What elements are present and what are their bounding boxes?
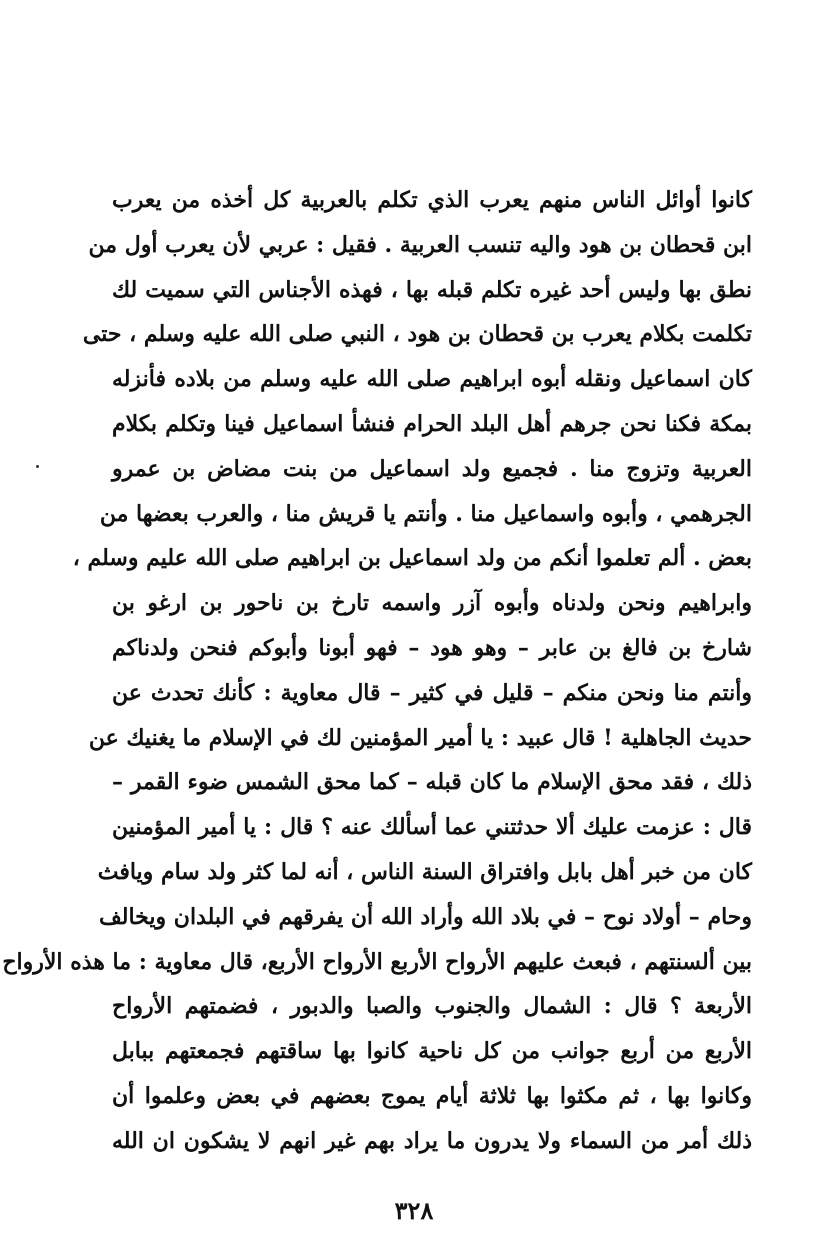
text-line: نطق بها وليس أحد غيره تكلم قبله بها ، فهذه الأجناس التي سميت لك bbox=[112, 276, 752, 303]
body-text bbox=[2, 178, 752, 1164]
text-line: ابن قحطان بن هود واليه تنسب العربية . فقيل : عربي لأن يعرب أول من bbox=[88, 231, 752, 258]
text-line: الأربع من أربع جوانب من كل ناحية كانوا بها ساقتهم فجمعتهم ببابل bbox=[112, 1038, 752, 1065]
text-line: وحام – أولاد نوح – في بلاد الله وأراد الله أن يفرقهم في البلدان ويخالف bbox=[99, 903, 752, 930]
margin-speck bbox=[36, 465, 39, 468]
text-line: بمكة فكنا نحن جرهم أهل البلد الحرام فنشأ اسماعيل فينا وتكلم بكلام bbox=[112, 410, 752, 437]
text-line: ذلك أمر من السماء ولا يدرون ما يراد بهم غير انهم لا يشكون ان الله bbox=[112, 1127, 752, 1154]
text-line: العربية وتزوج منا . فجميع ولد اسماعيل من بنت مضاض بن عمرو bbox=[112, 455, 752, 482]
text-line: ذلك ، فقد محق الإسلام ما كان قبله – كما محق الشمس ضوء القمر – bbox=[112, 769, 752, 796]
text-line: قال : عزمت عليك ألا حدثتني عما أسألك عنه ؟ قال : يا أمير المؤمنين bbox=[112, 814, 752, 841]
text-line: بين ألسنتهم ، فبعث عليهم الأرواح الأربع الأرواح الأربع، قال معاوية : ما هذه الأرواح bbox=[2, 948, 752, 975]
text-line: الجرهمي ، وأبوه واسماعيل منا . وأنتم يا قريش منا ، والعرب بعضها من bbox=[99, 500, 752, 527]
page-number: ٣٢٨ bbox=[394, 1196, 434, 1225]
text-line: تكلمت بكلام يعرب بن قحطان بن هود ، النبي صلى الله عليه وسلم ، حتى bbox=[82, 321, 752, 348]
text-line: كان اسماعيل ونقله أبوه ابراهيم صلى الله عليه وسلم من بلاده فأنزله bbox=[112, 366, 752, 393]
text-line: حديث الجاهلية ! قال عبيد : يا أمير المؤمنين لك في الإسلام ما يغنيك عن bbox=[88, 724, 752, 751]
text-line: بعض . ألم تعلموا أنكم من ولد اسماعيل بن ابراهيم صلى الله عليم وسلم ، bbox=[72, 545, 752, 572]
text-line: كان من خبر أهل بابل وافتراق السنة الناس ، أنه لما كثر ولد سام ويافث bbox=[97, 858, 752, 885]
text-line: شارخ بن فالغ بن عابر – وهو هود – فهو أبونا وأبوكم فنحن ولدناكم bbox=[112, 634, 752, 661]
text-line: وأنتم منا ونحن منكم – قليل في كثير – قال معاوية : كأنك تحدث عن bbox=[112, 679, 752, 706]
text-line: كانوا أوائل الناس منهم يعرب الذي تكلم بالعربية كل أخذه من يعرب bbox=[112, 187, 752, 213]
text-line: وكانوا بها ، ثم مكثوا بها ثلاثة أيام يموج بعضهم في بعض وعلموا أن bbox=[112, 1082, 752, 1109]
text-line: وابراهيم ونحن ولدناه وأبوه آزر واسمه تارخ بن ناحور بن ارغو بن bbox=[112, 590, 752, 617]
text-line: الأربعة ؟ قال : الشمال والجنوب والصبا والدبور ، فضمتهم الأرواح bbox=[112, 993, 752, 1020]
